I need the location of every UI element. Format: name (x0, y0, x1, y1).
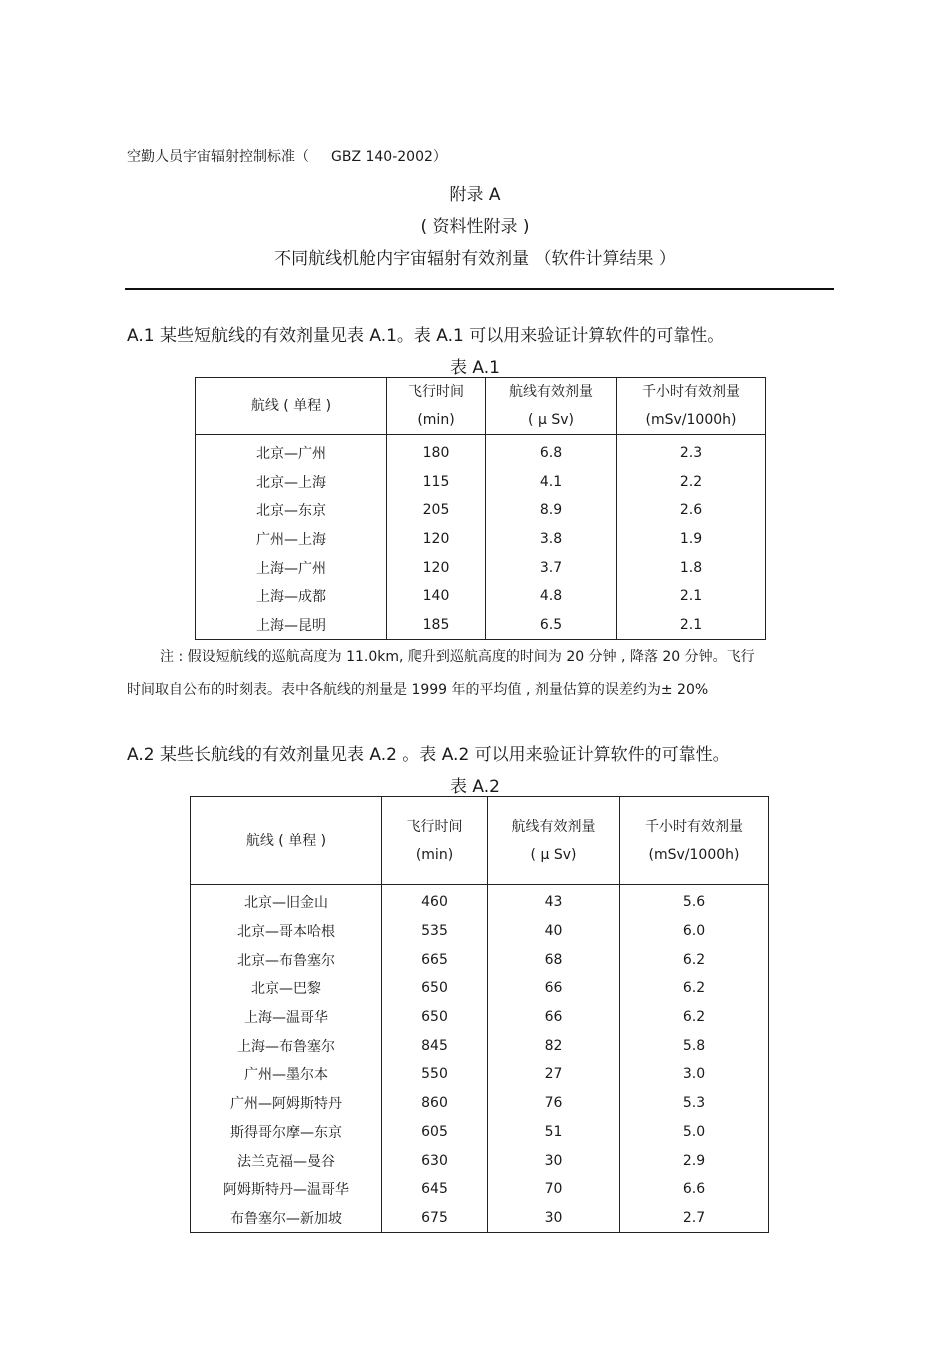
route-dose-cell: 4.8 (486, 582, 617, 611)
standard-code: GBZ 140-2002） (331, 149, 447, 165)
flight-time-cell: 535 (382, 917, 488, 946)
table-row (196, 435, 766, 468)
table-a2-caption: 表 A.2 (450, 777, 500, 797)
khour-dose-cell: 1.8 (617, 553, 766, 582)
flight-time-cell: 675 (382, 1204, 488, 1233)
flight-time-cell: 460 (382, 885, 488, 917)
route-dose-cell: 30 (488, 1204, 620, 1233)
flight-time-cell: 665 (382, 945, 488, 974)
khour-dose-cell: 1.9 (617, 525, 766, 554)
col-flight-time-header: 飞行时间 (min) (382, 797, 488, 885)
route-dose-cell: 66 (488, 974, 620, 1003)
route-dose-cell: 30 (488, 1146, 620, 1175)
flight-time-cell: 650 (382, 1003, 488, 1032)
table-row (196, 496, 766, 525)
flight-time-cell: 140 (387, 582, 486, 611)
flight-time-cell: 120 (387, 525, 486, 554)
route-dose-cell: 6.5 (486, 611, 617, 640)
route-cell: 北京—旧金山 (191, 885, 382, 917)
table-row (191, 917, 769, 946)
route-cell: 广州—上海 (196, 525, 387, 554)
khour-dose-cell: 6.2 (620, 1003, 769, 1032)
col-route-header: 航线 ( 单程 ) (191, 797, 382, 885)
table-a1-caption: 表 A.1 (450, 358, 500, 378)
khour-dose-cell: 2.3 (617, 435, 766, 468)
khour-dose-cell: 2.1 (617, 582, 766, 611)
table-row (191, 1060, 769, 1089)
route-cell: 斯得哥尔摩—东京 (191, 1118, 382, 1147)
route-dose-cell: 68 (488, 945, 620, 974)
route-dose-cell: 51 (488, 1118, 620, 1147)
appendix-heading: 不同航线机舱内宇宙辐射有效剂量 （软件计算结果 ） (274, 249, 676, 269)
table-row (191, 1118, 769, 1147)
route-cell: 广州—墨尔本 (191, 1060, 382, 1089)
route-cell: 上海—温哥华 (191, 1003, 382, 1032)
table-a1-note-line2: 时间取自公布的时刻表。表中各航线的剂量是 1999 年的平均值 , 剂量估算的误差约为± 20% (127, 682, 709, 698)
route-dose-cell: 6.8 (486, 435, 617, 468)
flight-time-cell: 120 (387, 553, 486, 582)
khour-dose-cell: 3.0 (620, 1060, 769, 1089)
table-a2 (190, 796, 769, 1233)
flight-time-cell: 205 (387, 496, 486, 525)
route-cell: 广州—阿姆斯特丹 (191, 1089, 382, 1118)
section-a2-text: A.2 某些长航线的有效剂量见表 A.2 。表 A.2 可以用来验证计算软件的可靠性。 (127, 745, 730, 765)
route-cell: 北京—广州 (196, 435, 387, 468)
route-cell: 上海—昆明 (196, 611, 387, 640)
running-header (127, 146, 447, 166)
route-dose-cell: 40 (488, 917, 620, 946)
khour-dose-cell: 2.2 (617, 468, 766, 497)
table-row (196, 525, 766, 554)
flight-time-cell: 115 (387, 468, 486, 497)
khour-dose-cell: 2.7 (620, 1204, 769, 1233)
khour-dose-cell: 5.3 (620, 1089, 769, 1118)
col-route-header: 航线 ( 单程 ) (196, 378, 387, 435)
route-cell: 北京—哥本哈根 (191, 917, 382, 946)
table-row (196, 582, 766, 611)
table-header-row (196, 378, 766, 435)
khour-dose-cell: 2.6 (617, 496, 766, 525)
route-dose-cell: 66 (488, 1003, 620, 1032)
khour-dose-cell: 6.2 (620, 945, 769, 974)
table-row (191, 945, 769, 974)
khour-dose-cell: 6.2 (620, 974, 769, 1003)
col-khour-dose-header: 千小时有效剂量 (mSv/1000h) (617, 378, 766, 435)
col-khour-dose-header: 千小时有效剂量 (mSv/1000h) (620, 797, 769, 885)
route-dose-cell: 3.7 (486, 553, 617, 582)
route-cell: 上海—布鲁塞尔 (191, 1031, 382, 1060)
flight-time-cell: 550 (382, 1060, 488, 1089)
col-flight-time-header: 飞行时间 (min) (387, 378, 486, 435)
route-dose-cell: 27 (488, 1060, 620, 1089)
flight-time-cell: 630 (382, 1146, 488, 1175)
route-cell: 北京—东京 (196, 496, 387, 525)
flight-time-cell: 650 (382, 974, 488, 1003)
col-route-dose-header: 航线有效剂量 ( μ Sv) (486, 378, 617, 435)
khour-dose-cell: 2.1 (617, 611, 766, 640)
route-cell: 北京—巴黎 (191, 974, 382, 1003)
table-row (191, 1089, 769, 1118)
table-row (196, 553, 766, 582)
appendix-title: 附录 A (449, 185, 501, 205)
route-dose-cell: 3.8 (486, 525, 617, 554)
flight-time-cell: 860 (382, 1089, 488, 1118)
table-row (191, 1204, 769, 1233)
route-cell: 上海—成都 (196, 582, 387, 611)
table-a1-note-line1: 注 : 假设短航线的巡航高度为 11.0km, 爬升到巡航高度的时间为 20 分钟 , 降落 20 分钟。飞行 (160, 649, 755, 665)
table-row (191, 1175, 769, 1204)
flight-time-cell: 845 (382, 1031, 488, 1060)
table-row (196, 468, 766, 497)
section-a1-text: A.1 某些短航线的有效剂量见表 A.1。表 A.1 可以用来验证计算软件的可靠性。 (127, 326, 725, 346)
table-row (196, 611, 766, 640)
route-cell: 法兰克福—曼谷 (191, 1146, 382, 1175)
route-cell: 上海—广州 (196, 553, 387, 582)
route-dose-cell: 76 (488, 1089, 620, 1118)
khour-dose-cell: 5.6 (620, 885, 769, 917)
heading-rule (125, 288, 834, 290)
route-cell: 北京—上海 (196, 468, 387, 497)
route-dose-cell: 8.9 (486, 496, 617, 525)
route-dose-cell: 43 (488, 885, 620, 917)
table-row (191, 1146, 769, 1175)
khour-dose-cell: 5.8 (620, 1031, 769, 1060)
flight-time-cell: 605 (382, 1118, 488, 1147)
table-row (191, 1031, 769, 1060)
col-route-dose-header: 航线有效剂量 ( μ Sv) (488, 797, 620, 885)
route-dose-cell: 4.1 (486, 468, 617, 497)
khour-dose-cell: 2.9 (620, 1146, 769, 1175)
flight-time-cell: 645 (382, 1175, 488, 1204)
table-a1 (195, 377, 766, 640)
table-header-row (191, 797, 769, 885)
khour-dose-cell: 6.0 (620, 917, 769, 946)
route-cell: 阿姆斯特丹—温哥华 (191, 1175, 382, 1204)
khour-dose-cell: 6.6 (620, 1175, 769, 1204)
table-row (191, 974, 769, 1003)
table-row (191, 1003, 769, 1032)
route-dose-cell: 70 (488, 1175, 620, 1204)
running-title: 空勤人员宇宙辐射控制标准（ (127, 149, 309, 165)
route-cell: 北京—布鲁塞尔 (191, 945, 382, 974)
appendix-subtitle: ( 资料性附录 ) (420, 217, 530, 237)
flight-time-cell: 185 (387, 611, 486, 640)
route-cell: 布鲁塞尔—新加坡 (191, 1204, 382, 1233)
flight-time-cell: 180 (387, 435, 486, 468)
table-row (191, 885, 769, 917)
khour-dose-cell: 5.0 (620, 1118, 769, 1147)
route-dose-cell: 82 (488, 1031, 620, 1060)
